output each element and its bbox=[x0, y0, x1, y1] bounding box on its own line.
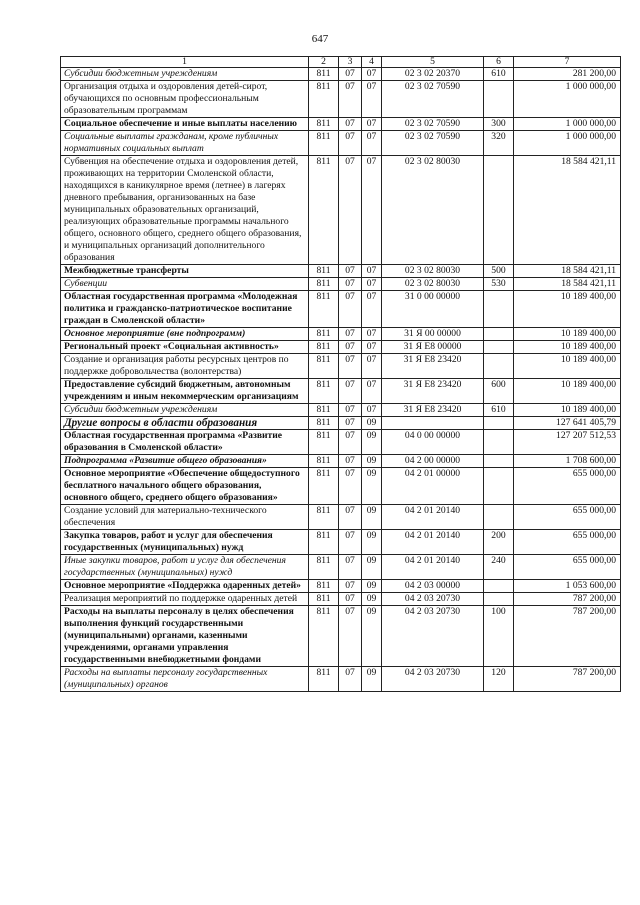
amount-cell: 18 584 421,11 bbox=[514, 278, 621, 291]
section-code-cell: 07 bbox=[339, 81, 362, 118]
section-code-cell: 07 bbox=[339, 606, 362, 667]
amount-cell: 787 200,00 bbox=[514, 593, 621, 606]
ministry-code-cell: 811 bbox=[309, 430, 339, 455]
ministry-code-cell: 811 bbox=[309, 265, 339, 278]
table-row bbox=[61, 593, 621, 606]
target-article-cell: 02 3 02 70590 bbox=[382, 118, 484, 131]
ministry-code-cell: 811 bbox=[309, 156, 339, 265]
subsection-code-cell: 07 bbox=[362, 265, 382, 278]
table-row bbox=[61, 455, 621, 468]
amount-cell: 1 708 600,00 bbox=[514, 455, 621, 468]
section-code-cell: 07 bbox=[339, 278, 362, 291]
amount-cell: 655 000,00 bbox=[514, 530, 621, 555]
ministry-code-cell: 811 bbox=[309, 468, 339, 505]
target-article-cell: 31 Я Е8 23420 bbox=[382, 404, 484, 417]
amount-cell: 787 200,00 bbox=[514, 667, 621, 692]
expense-type-cell: 120 bbox=[484, 667, 514, 692]
expense-type-cell: 500 bbox=[484, 265, 514, 278]
amount-cell: 655 000,00 bbox=[514, 505, 621, 530]
subsection-code-cell: 09 bbox=[362, 555, 382, 580]
ministry-code-cell: 811 bbox=[309, 291, 339, 328]
table-row bbox=[61, 580, 621, 593]
target-article-cell: 04 2 03 20730 bbox=[382, 593, 484, 606]
amount-cell: 10 189 400,00 bbox=[514, 379, 621, 404]
ministry-code-cell: 811 bbox=[309, 328, 339, 341]
row-name-cell: Основное мероприятие (вне подпрограмм) bbox=[61, 328, 309, 341]
table-row bbox=[61, 555, 621, 580]
subsection-code-cell: 09 bbox=[362, 580, 382, 593]
expense-type-cell bbox=[484, 354, 514, 379]
table-row bbox=[61, 417, 621, 430]
table-row bbox=[61, 430, 621, 455]
expense-type-cell bbox=[484, 291, 514, 328]
section-code-cell: 07 bbox=[339, 530, 362, 555]
subsection-code-cell: 07 bbox=[362, 118, 382, 131]
ministry-code-cell: 811 bbox=[309, 417, 339, 430]
ministry-code-cell: 811 bbox=[309, 341, 339, 354]
expense-type-cell: 610 bbox=[484, 404, 514, 417]
target-article-cell bbox=[382, 417, 484, 430]
row-name-cell: Субвенции bbox=[61, 278, 309, 291]
ministry-code-cell: 811 bbox=[309, 606, 339, 667]
column-header: 4 bbox=[362, 57, 382, 68]
row-name-cell: Подпрограмма «Развитие общего образования» bbox=[61, 455, 309, 468]
target-article-cell: 31 Я Е8 23420 bbox=[382, 354, 484, 379]
table-row bbox=[61, 667, 621, 692]
table-row bbox=[61, 81, 621, 118]
target-article-cell: 02 3 02 80030 bbox=[382, 265, 484, 278]
subsection-code-cell: 09 bbox=[362, 530, 382, 555]
row-name-cell: Иные закупки товаров, работ и услуг для обеспечения государственных (муниципальных) нужд bbox=[61, 555, 309, 580]
target-article-cell: 31 Я Е8 00000 bbox=[382, 341, 484, 354]
ministry-code-cell: 811 bbox=[309, 555, 339, 580]
table-row bbox=[61, 131, 621, 156]
expense-type-cell: 300 bbox=[484, 118, 514, 131]
expense-type-cell: 200 bbox=[484, 530, 514, 555]
amount-cell: 18 584 421,11 bbox=[514, 265, 621, 278]
target-article-cell: 04 2 03 20730 bbox=[382, 606, 484, 667]
row-name-cell: Областная государственная программа «Молодежная политика и гражданско-патриотическое воспитание граждан в Смоленской области» bbox=[61, 291, 309, 328]
ministry-code-cell: 811 bbox=[309, 667, 339, 692]
section-code-cell: 07 bbox=[339, 505, 362, 530]
row-name-cell: Другие вопросы в области образования bbox=[61, 417, 309, 430]
amount-cell: 10 189 400,00 bbox=[514, 328, 621, 341]
target-article-cell: 02 3 02 80030 bbox=[382, 156, 484, 265]
subsection-code-cell: 07 bbox=[362, 291, 382, 328]
subsection-code-cell: 07 bbox=[362, 328, 382, 341]
row-name-cell: Субвенция на обеспечение отдыха и оздоровления детей, проживающих на территории Смоленской области, находящихся в каникулярное время (летнее) в лагерях дневного пребывания, организованных на базе муниципальных образовательных организаций, реализующих образовательные программы начального общего, основного общего, среднего общего образования, и муниципальных организаций дополнительного образования bbox=[61, 156, 309, 265]
expense-type-cell: 530 bbox=[484, 278, 514, 291]
table-row bbox=[61, 68, 621, 81]
row-name-cell: Областная государственная программа «Развитие образования в Смоленской области» bbox=[61, 430, 309, 455]
expense-type-cell bbox=[484, 156, 514, 265]
subsection-code-cell: 07 bbox=[362, 354, 382, 379]
expense-type-cell: 100 bbox=[484, 606, 514, 667]
section-code-cell: 07 bbox=[339, 265, 362, 278]
amount-cell: 655 000,00 bbox=[514, 468, 621, 505]
expense-type-cell bbox=[484, 468, 514, 505]
target-article-cell: 02 3 02 20370 bbox=[382, 68, 484, 81]
amount-cell: 127 641 405,79 bbox=[514, 417, 621, 430]
page-number: 647 bbox=[311, 33, 329, 45]
amount-cell: 10 189 400,00 bbox=[514, 341, 621, 354]
target-article-cell: 04 2 01 20140 bbox=[382, 555, 484, 580]
subsection-code-cell: 07 bbox=[362, 404, 382, 417]
section-code-cell: 07 bbox=[339, 404, 362, 417]
expense-type-cell bbox=[484, 455, 514, 468]
row-name-cell: Предоставление субсидий бюджетным, автономным учреждениям и иным некоммерческим организациям bbox=[61, 379, 309, 404]
ministry-code-cell: 811 bbox=[309, 593, 339, 606]
row-name-cell: Создание и организация работы ресурсных центров по поддержке добровольчества (волонтерства) bbox=[61, 354, 309, 379]
subsection-code-cell: 09 bbox=[362, 455, 382, 468]
section-code-cell: 07 bbox=[339, 131, 362, 156]
table-row bbox=[61, 354, 621, 379]
section-code-cell: 07 bbox=[339, 354, 362, 379]
table-row bbox=[61, 118, 621, 131]
target-article-cell: 02 3 02 80030 bbox=[382, 278, 484, 291]
table-row bbox=[61, 291, 621, 328]
ministry-code-cell: 811 bbox=[309, 118, 339, 131]
amount-cell: 281 200,00 bbox=[514, 68, 621, 81]
section-code-cell: 07 bbox=[339, 341, 362, 354]
subsection-code-cell: 07 bbox=[362, 131, 382, 156]
expense-type-cell bbox=[484, 580, 514, 593]
expense-type-cell bbox=[484, 593, 514, 606]
column-header: 6 bbox=[484, 57, 514, 68]
amount-cell: 18 584 421,11 bbox=[514, 156, 621, 265]
expense-type-cell bbox=[484, 81, 514, 118]
amount-cell: 1 000 000,00 bbox=[514, 131, 621, 156]
target-article-cell: 04 2 03 20730 bbox=[382, 667, 484, 692]
ministry-code-cell: 811 bbox=[309, 580, 339, 593]
section-code-cell: 07 bbox=[339, 468, 362, 505]
amount-cell: 127 207 512,53 bbox=[514, 430, 621, 455]
subsection-code-cell: 09 bbox=[362, 606, 382, 667]
target-article-cell: 02 3 02 70590 bbox=[382, 131, 484, 156]
ministry-code-cell: 811 bbox=[309, 354, 339, 379]
column-header: 7 bbox=[514, 57, 621, 68]
amount-cell: 787 200,00 bbox=[514, 606, 621, 667]
subsection-code-cell: 07 bbox=[362, 68, 382, 81]
expense-type-cell bbox=[484, 430, 514, 455]
column-header: 5 bbox=[382, 57, 484, 68]
section-code-cell: 07 bbox=[339, 328, 362, 341]
row-name-cell: Расходы на выплаты персоналу государственных (муниципальных) органов bbox=[61, 667, 309, 692]
expense-type-cell: 320 bbox=[484, 131, 514, 156]
target-article-cell: 04 2 01 20140 bbox=[382, 530, 484, 555]
ministry-code-cell: 811 bbox=[309, 278, 339, 291]
table-row bbox=[61, 505, 621, 530]
column-header: 2 bbox=[309, 57, 339, 68]
expense-type-cell bbox=[484, 341, 514, 354]
table-row bbox=[61, 278, 621, 291]
subsection-code-cell: 09 bbox=[362, 667, 382, 692]
row-name-cell: Субсидии бюджетным учреждениям bbox=[61, 68, 309, 81]
row-name-cell: Основное мероприятие «Поддержка одаренных детей» bbox=[61, 580, 309, 593]
amount-cell: 10 189 400,00 bbox=[514, 404, 621, 417]
subsection-code-cell: 09 bbox=[362, 505, 382, 530]
row-name-cell: Организация отдыха и оздоровления детей-сирот, обучающихся по основным профессиональным образовательным программам bbox=[61, 81, 309, 118]
column-header: 3 bbox=[339, 57, 362, 68]
target-article-cell: 31 Я Е8 23420 bbox=[382, 379, 484, 404]
subsection-code-cell: 07 bbox=[362, 379, 382, 404]
expense-type-cell: 240 bbox=[484, 555, 514, 580]
table-row bbox=[61, 468, 621, 505]
target-article-cell: 04 2 00 00000 bbox=[382, 455, 484, 468]
section-code-cell: 07 bbox=[339, 417, 362, 430]
row-name-cell: Социальное обеспечение и иные выплаты населению bbox=[61, 118, 309, 131]
ministry-code-cell: 811 bbox=[309, 379, 339, 404]
section-code-cell: 07 bbox=[339, 555, 362, 580]
expense-type-cell: 610 bbox=[484, 68, 514, 81]
amount-cell: 1 000 000,00 bbox=[514, 118, 621, 131]
target-article-cell: 02 3 02 70590 bbox=[382, 81, 484, 118]
subsection-code-cell: 09 bbox=[362, 593, 382, 606]
amount-cell: 10 189 400,00 bbox=[514, 354, 621, 379]
subsection-code-cell: 07 bbox=[362, 156, 382, 265]
section-code-cell: 07 bbox=[339, 455, 362, 468]
subsection-code-cell: 09 bbox=[362, 417, 382, 430]
section-code-cell: 07 bbox=[339, 667, 362, 692]
table-row bbox=[61, 265, 621, 278]
header-row bbox=[61, 57, 621, 68]
budget-table bbox=[60, 56, 621, 692]
ministry-code-cell: 811 bbox=[309, 530, 339, 555]
table-row bbox=[61, 341, 621, 354]
expense-type-cell bbox=[484, 417, 514, 430]
section-code-cell: 07 bbox=[339, 156, 362, 265]
table-row bbox=[61, 606, 621, 667]
expense-type-cell bbox=[484, 505, 514, 530]
section-code-cell: 07 bbox=[339, 580, 362, 593]
subsection-code-cell: 09 bbox=[362, 430, 382, 455]
row-name-cell: Закупка товаров, работ и услуг для обеспечения государственных (муниципальных) нужд bbox=[61, 530, 309, 555]
subsection-code-cell: 09 bbox=[362, 468, 382, 505]
row-name-cell: Региональный проект «Социальная активность» bbox=[61, 341, 309, 354]
section-code-cell: 07 bbox=[339, 68, 362, 81]
row-name-cell: Основное мероприятие «Обеспечение общедоступного бесплатного начального общего образования, основного общего, среднего общего образования» bbox=[61, 468, 309, 505]
amount-cell: 10 189 400,00 bbox=[514, 291, 621, 328]
ministry-code-cell: 811 bbox=[309, 131, 339, 156]
target-article-cell: 31 0 00 00000 bbox=[382, 291, 484, 328]
ministry-code-cell: 811 bbox=[309, 68, 339, 81]
table-row bbox=[61, 328, 621, 341]
table-body bbox=[61, 68, 621, 692]
target-article-cell: 31 Я 00 00000 bbox=[382, 328, 484, 341]
table-row bbox=[61, 530, 621, 555]
table-row bbox=[61, 379, 621, 404]
table-row bbox=[61, 156, 621, 265]
subsection-code-cell: 07 bbox=[362, 81, 382, 118]
target-article-cell: 04 2 01 20140 bbox=[382, 505, 484, 530]
amount-cell: 1 000 000,00 bbox=[514, 81, 621, 118]
row-name-cell: Расходы на выплаты персоналу в целях обеспечения выполнения функций государственными (муниципальными) органами, казенными учреждениями, органами управления государственными внебюджетными фондами bbox=[61, 606, 309, 667]
row-name-cell: Субсидии бюджетным учреждениям bbox=[61, 404, 309, 417]
section-code-cell: 07 bbox=[339, 379, 362, 404]
section-code-cell: 07 bbox=[339, 593, 362, 606]
section-code-cell: 07 bbox=[339, 118, 362, 131]
row-name-cell: Межбюджетные трансферты bbox=[61, 265, 309, 278]
column-header: 1 bbox=[61, 57, 309, 68]
subsection-code-cell: 07 bbox=[362, 341, 382, 354]
expense-type-cell bbox=[484, 328, 514, 341]
row-name-cell: Реализация мероприятий по поддержке одаренных детей bbox=[61, 593, 309, 606]
amount-cell: 655 000,00 bbox=[514, 555, 621, 580]
section-code-cell: 07 bbox=[339, 430, 362, 455]
table-row bbox=[61, 404, 621, 417]
subsection-code-cell: 07 bbox=[362, 278, 382, 291]
row-name-cell: Социальные выплаты гражданам, кроме публичных нормативных социальных выплат bbox=[61, 131, 309, 156]
row-name-cell: Создание условий для материально-технического обеспечения bbox=[61, 505, 309, 530]
ministry-code-cell: 811 bbox=[309, 81, 339, 118]
ministry-code-cell: 811 bbox=[309, 505, 339, 530]
ministry-code-cell: 811 bbox=[309, 404, 339, 417]
section-code-cell: 07 bbox=[339, 291, 362, 328]
target-article-cell: 04 2 01 00000 bbox=[382, 468, 484, 505]
amount-cell: 1 053 600,00 bbox=[514, 580, 621, 593]
target-article-cell: 04 0 00 00000 bbox=[382, 430, 484, 455]
target-article-cell: 04 2 03 00000 bbox=[382, 580, 484, 593]
expense-type-cell: 600 bbox=[484, 379, 514, 404]
ministry-code-cell: 811 bbox=[309, 455, 339, 468]
